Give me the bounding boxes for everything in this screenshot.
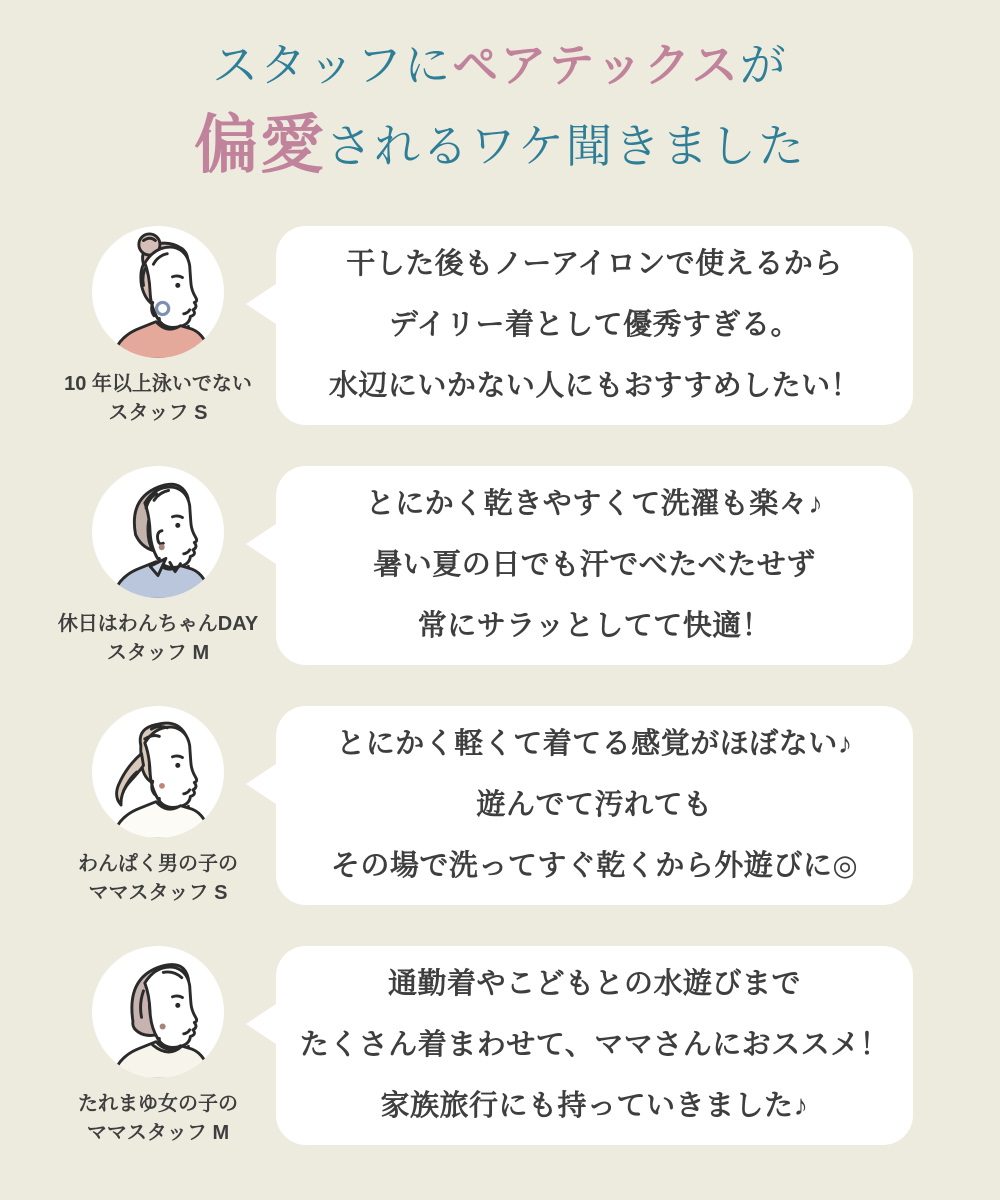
woman-bun-avatar-icon: [92, 226, 224, 358]
speech-bubble: [276, 466, 913, 665]
avatar: [92, 466, 224, 598]
caption-line: ママスタッフ S: [88, 881, 228, 904]
speech-bubble: [276, 226, 913, 425]
bubble-text-line: 常にサラッとしてて快適！: [417, 609, 772, 642]
testimonial-row-2: [57, 466, 913, 668]
avatar-column: [60, 706, 256, 908]
short-hair-avatar-icon: [92, 466, 224, 598]
ponytail-avatar-icon: [92, 706, 224, 838]
testimonial-row-1: [60, 226, 913, 428]
avatar: [92, 706, 224, 838]
bubble-text-line: とにかく乾きやすくて洗濯も楽々♪: [365, 487, 824, 520]
bubble-text-line: 暑い夏の日でも汗でべたべたせず: [373, 548, 816, 581]
caption-line: スタッフ M: [106, 641, 210, 664]
avatar-caption: [78, 1090, 238, 1148]
caption-line: 10 年以上泳いでない: [64, 372, 252, 395]
bubble-text-line: デイリー着として優秀すぎる。: [389, 308, 800, 341]
caption-line: ママスタッフ M: [86, 1121, 230, 1144]
avatar-caption: [58, 610, 258, 668]
bubble-text-line: 遊んでて汚れても: [476, 788, 713, 821]
title-text: が: [739, 39, 788, 91]
avatar-column: [60, 946, 256, 1148]
bob-hair-avatar-icon: [92, 946, 224, 1078]
caption-line: わんぱく男の子の: [78, 852, 238, 875]
title-accent-word: 偏愛: [194, 109, 326, 182]
testimonial-row-3: [60, 706, 913, 908]
title-text: されるワケ聞きました: [326, 120, 806, 173]
caption-line: 休日はわんちゃんDAY: [57, 612, 259, 635]
title-text: スタッフに: [212, 39, 453, 91]
avatar: [92, 946, 224, 1078]
avatar-column: [60, 226, 256, 428]
bubble-text-line: 通勤着やこどもとの水遊びまで: [387, 967, 801, 1000]
bubble-text-line: たくさん着まわせて、ママさんにおススメ！: [299, 1028, 890, 1061]
caption-line: たれまゆ女の子の: [78, 1092, 238, 1115]
bubble-text-line: 水辺にいかない人にもおすすめしたい！: [328, 369, 861, 402]
avatar: [92, 226, 224, 358]
title-line-1: [0, 38, 1000, 93]
avatar-caption: [64, 370, 252, 428]
page-title: [0, 0, 1000, 184]
testimonial-row-4: [60, 946, 913, 1148]
title-brand-name: ペアテックス: [452, 39, 740, 91]
title-line-2: [0, 107, 1000, 184]
speech-bubble: [276, 706, 913, 905]
bubble-text-line: 干した後もノーアイロンで使えるから: [346, 247, 843, 280]
bubble-text-line: 家族旅行にも持っていきました♪: [380, 1089, 809, 1122]
bubble-text-line: とにかく軽くて着てる感覚がほぼない♪: [336, 727, 853, 760]
caption-line: スタッフ S: [108, 401, 208, 424]
avatar-caption: [78, 850, 238, 908]
bubble-text-line: その場で洗ってすぐ乾くから外遊びに◎: [330, 849, 859, 882]
speech-bubble: [276, 946, 913, 1145]
avatar-column: [57, 466, 259, 668]
